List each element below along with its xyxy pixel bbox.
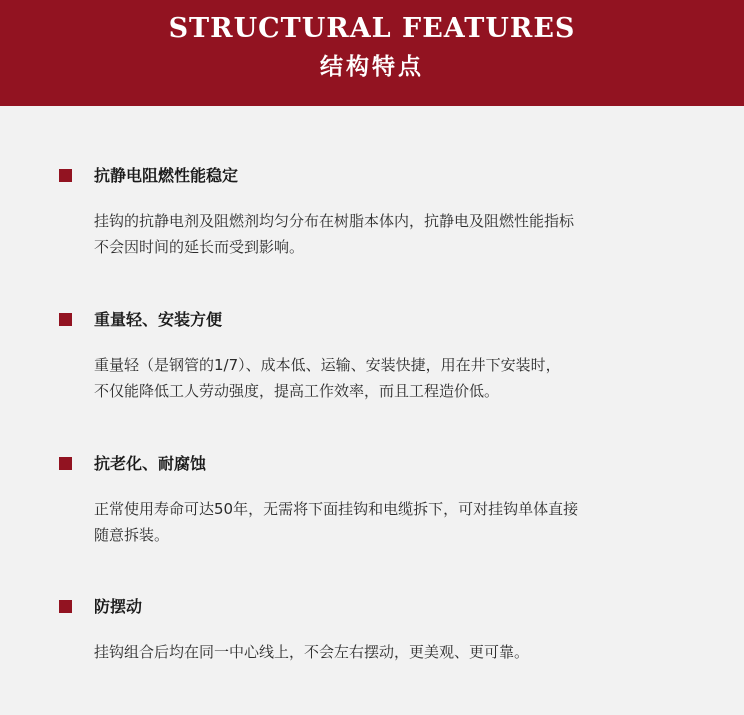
- feature-title: 重量轻、安装方便: [94, 310, 223, 329]
- header-title-cn: 结构特点: [320, 54, 424, 80]
- feature-section-lightweight: [0, 308, 744, 404]
- bullet-square-icon: [59, 600, 72, 613]
- bullet-square-icon: [59, 169, 72, 182]
- feature-description-line: 不仅能降低工人劳动强度，提高工作效率，而且工程造价低。: [94, 382, 500, 400]
- feature-description: [94, 639, 684, 665]
- feature-header: [0, 164, 744, 188]
- feature-header: [0, 308, 744, 332]
- feature-header: [0, 452, 744, 476]
- bullet-square-icon: [59, 457, 72, 470]
- header-banner: [0, 0, 744, 106]
- feature-section-anti-swing: [0, 595, 744, 665]
- feature-description-line: 挂钩的抗静电剂及阻燃剂均匀分布在树脂本体内，抗静电及阻燃性能指标: [94, 212, 575, 230]
- feature-section-antistatic: [0, 164, 744, 260]
- feature-description-line: 随意拆装。: [94, 526, 170, 544]
- feature-title: 抗静电阻燃性能稳定: [94, 166, 239, 185]
- feature-section-anti-aging: [0, 452, 744, 548]
- feature-description: [94, 208, 684, 260]
- feature-header: [0, 595, 744, 619]
- feature-description-line: 正常使用寿命可达50年，无需将下面挂钩和电缆拆下，可对挂钩单体直接: [94, 500, 579, 518]
- feature-title: 抗老化、耐腐蚀: [94, 454, 207, 473]
- header-title-en: STRUCTURAL FEATURES: [168, 13, 576, 44]
- feature-description-line: 挂钩组合后均在同一中心线上，不会左右摆动，更美观、更可靠。: [94, 643, 530, 661]
- feature-description: [94, 352, 684, 404]
- features-content: [0, 106, 744, 715]
- feature-description: [94, 496, 684, 548]
- feature-title: 防摆动: [94, 597, 143, 616]
- bullet-square-icon: [59, 313, 72, 326]
- feature-description-line: 不会因时间的延长而受到影响。: [94, 238, 305, 256]
- feature-description-line: 重量轻（是钢管的1/7）、成本低、运输、安装快捷，用在井下安装时，: [94, 356, 561, 374]
